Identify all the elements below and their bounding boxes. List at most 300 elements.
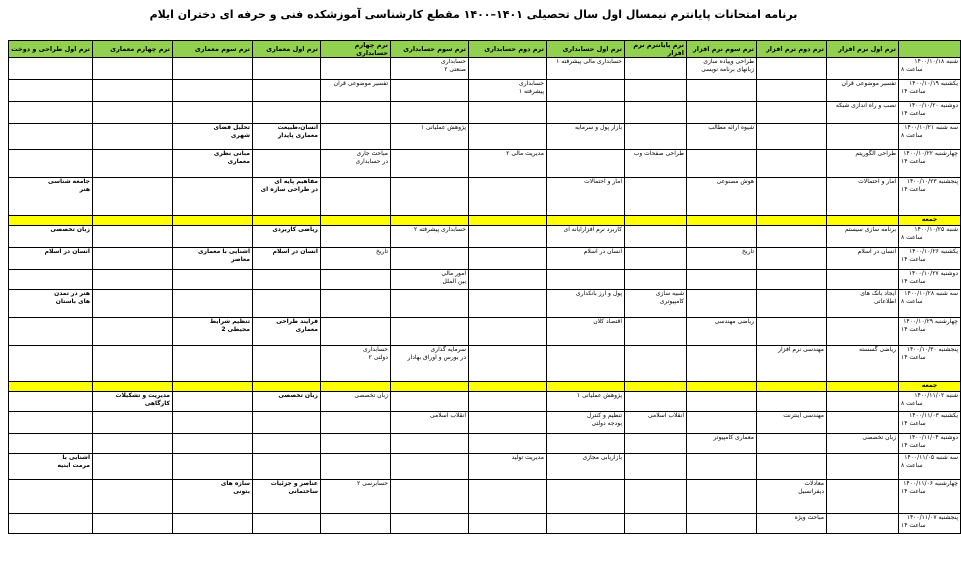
friday-cell xyxy=(757,216,827,226)
course-name: دیفرانسیل xyxy=(798,488,824,495)
course-cell xyxy=(321,80,391,102)
course-name: آمار و احتمالات xyxy=(584,178,622,185)
course-cell xyxy=(9,150,93,178)
course-name: انسان در اسلام xyxy=(857,248,896,255)
course-cell xyxy=(321,454,391,480)
course-name: شهری xyxy=(230,132,250,139)
page-title: برنامه امتحانات پایانترم نیمسال اول سال تحصیلی ۱۴۰۱–۱۴۰۰ مقطع کارشناسی آموزشکده فنی و حرفه ای دختران ایلام xyxy=(149,8,798,21)
column-header: ترم اول نرم افزار xyxy=(827,41,899,58)
friday-cell xyxy=(827,216,899,226)
course-name: حسابداری xyxy=(519,80,544,87)
course-cell xyxy=(93,226,173,248)
friday-row xyxy=(9,216,961,226)
course-cell xyxy=(547,58,625,80)
course-name: بازاریابی مجازی xyxy=(582,454,622,461)
course-cell xyxy=(827,248,899,270)
exam-date: شنبه ۱۴۰۰/۱۰/۱۸ xyxy=(914,58,958,65)
column-header: ترم چهارم معماری xyxy=(93,41,173,58)
course-cell xyxy=(687,270,757,290)
course-name: معادلات xyxy=(804,480,824,487)
course-cell xyxy=(469,248,547,270)
course-name: مفاهیم پایه ای xyxy=(274,178,318,185)
exam-time: ساعت ۸ xyxy=(901,462,923,469)
course-cell xyxy=(93,270,173,290)
date-cell xyxy=(899,412,961,434)
course-name: پژوهش عملیاتی ۱ xyxy=(420,124,466,131)
exam-date: پنجشنبه ۱۴۰۰/۱۰/۲۳ xyxy=(906,178,958,185)
course-cell xyxy=(757,178,827,216)
course-cell xyxy=(173,454,253,480)
course-cell xyxy=(757,346,827,382)
table-row xyxy=(9,124,961,150)
table-row xyxy=(9,150,961,178)
course-cell xyxy=(391,58,469,80)
course-cell xyxy=(547,434,625,454)
course-cell xyxy=(687,392,757,412)
course-cell xyxy=(625,80,687,102)
course-cell xyxy=(469,150,547,178)
course-name: صنعتی ۲ xyxy=(444,66,466,73)
course-cell xyxy=(173,226,253,248)
course-cell xyxy=(391,248,469,270)
course-cell xyxy=(625,454,687,480)
column-header: ترم سوم حسابداری xyxy=(391,41,469,58)
course-name: تفسیر موضوعی قرآن xyxy=(333,80,388,87)
course-name: حسابداری مالی پیشرفته ۱ xyxy=(556,58,622,65)
exam-date: چهارشنبه ۱۴۰۰/۱۰/۲۲ xyxy=(903,150,958,157)
course-cell xyxy=(547,392,625,412)
course-cell xyxy=(757,248,827,270)
table-row xyxy=(9,318,961,346)
course-cell xyxy=(687,102,757,124)
date-cell xyxy=(899,514,961,534)
course-cell xyxy=(321,226,391,248)
course-cell xyxy=(547,318,625,346)
course-name: معماری پایدار xyxy=(277,132,318,139)
table-row xyxy=(9,480,961,514)
exam-time: ساعت ۱۴ xyxy=(901,110,926,117)
course-cell xyxy=(93,290,173,318)
course-cell xyxy=(547,412,625,434)
exam-time: ساعت ۱۴ xyxy=(901,522,926,529)
course-name: زبانهای برنامه نویسی xyxy=(701,66,754,73)
exam-date: یکشنبه ۱۴۰۰/۱۰/۱۹ xyxy=(909,80,958,87)
course-name: مرمت ابنیه xyxy=(57,462,90,469)
course-name: امور مالی xyxy=(441,270,466,277)
course-cell xyxy=(469,80,547,102)
course-cell xyxy=(391,514,469,534)
course-cell xyxy=(547,248,625,270)
course-cell xyxy=(321,434,391,454)
exam-date: یکشنبه ۱۴۰۰/۱۰/۲۶ xyxy=(909,248,958,255)
course-cell xyxy=(827,124,899,150)
table-row xyxy=(9,434,961,454)
course-name: زبان تخصصی xyxy=(354,392,388,399)
course-cell xyxy=(547,150,625,178)
course-name: بتونی xyxy=(233,488,250,495)
course-cell xyxy=(827,318,899,346)
course-cell xyxy=(321,124,391,150)
course-name: برنامه سازی سیستم xyxy=(844,226,896,233)
course-cell xyxy=(93,412,173,434)
course-cell xyxy=(93,392,173,412)
course-cell xyxy=(253,290,321,318)
date-cell xyxy=(899,248,961,270)
course-name: ایجاد بانک های xyxy=(860,290,896,297)
course-name: بین الملل xyxy=(442,278,466,285)
course-cell xyxy=(253,412,321,434)
course-name: تنظیم و کنترل xyxy=(586,412,622,419)
exam-date: چهارشنبه ۱۴۰۰/۱۱/۰۶ xyxy=(903,480,958,487)
course-cell xyxy=(9,392,93,412)
course-cell xyxy=(253,270,321,290)
exam-time: ساعت ۱۴ xyxy=(901,488,926,495)
course-cell xyxy=(827,346,899,382)
course-cell xyxy=(173,290,253,318)
course-cell xyxy=(391,290,469,318)
course-name: اطلاعاتی xyxy=(873,298,896,305)
friday-cell xyxy=(687,382,757,392)
course-cell xyxy=(625,150,687,178)
course-name: انسان،طبیعت xyxy=(277,124,318,131)
course-cell xyxy=(687,124,757,150)
course-cell xyxy=(9,178,93,216)
course-cell xyxy=(321,514,391,534)
course-cell xyxy=(321,480,391,514)
course-cell xyxy=(625,102,687,124)
course-cell xyxy=(253,178,321,216)
course-cell xyxy=(253,102,321,124)
exam-date: سه شنبه ۱۴۰۰/۱۰/۲۸ xyxy=(904,290,958,297)
course-name: های باستان xyxy=(55,298,90,305)
friday-cell xyxy=(827,382,899,392)
course-cell xyxy=(757,412,827,434)
friday-label: جمعه xyxy=(899,216,961,226)
course-cell xyxy=(469,102,547,124)
course-cell xyxy=(625,58,687,80)
course-cell xyxy=(547,454,625,480)
course-cell xyxy=(757,102,827,124)
course-cell xyxy=(625,412,687,434)
exam-date: پنجشنبه ۱۴۰۰/۱۱/۰۷ xyxy=(906,514,958,521)
table-row xyxy=(9,248,961,270)
exam-date: شنبه ۱۴۰۰/۱۱/۰۲ xyxy=(914,392,958,399)
course-cell xyxy=(547,270,625,290)
course-cell xyxy=(253,434,321,454)
course-cell xyxy=(827,290,899,318)
friday-row xyxy=(9,382,961,392)
course-name: آشنایی با xyxy=(62,454,90,461)
course-name: معماری xyxy=(227,158,250,165)
course-cell xyxy=(469,178,547,216)
exam-date: پنجشنبه ۱۴۰۰/۱۰/۳۰ xyxy=(906,346,958,353)
course-cell xyxy=(93,480,173,514)
course-cell xyxy=(253,226,321,248)
course-cell xyxy=(9,102,93,124)
course-name: مدیریت مالی ۲ xyxy=(506,150,544,157)
exam-time: ساعت ۱۴ xyxy=(901,442,926,449)
friday-cell xyxy=(93,382,173,392)
header-row xyxy=(9,41,961,58)
friday-label: جمعه xyxy=(899,382,961,392)
table-row xyxy=(9,270,961,290)
column-header: ترم سوم معماری xyxy=(173,41,253,58)
course-cell xyxy=(93,102,173,124)
course-cell xyxy=(173,392,253,412)
date-cell xyxy=(899,454,961,480)
column-header: ترم پایانترم نرم افزار xyxy=(625,41,687,58)
course-cell xyxy=(469,514,547,534)
course-cell xyxy=(827,412,899,434)
friday-cell xyxy=(253,382,321,392)
exam-time: ساعت ۱۴ xyxy=(901,256,926,263)
course-name: انقلاب اسلامی xyxy=(648,412,684,419)
column-header: ترم اول حسابداری xyxy=(547,41,625,58)
course-name: اقتصاد کلان xyxy=(593,318,622,325)
course-cell xyxy=(687,480,757,514)
course-cell xyxy=(253,392,321,412)
friday-cell xyxy=(321,382,391,392)
exam-time: ساعت ۸ xyxy=(901,66,923,73)
course-cell xyxy=(547,514,625,534)
course-name: حسابداری xyxy=(363,346,388,353)
course-name: شبیه سازی xyxy=(655,290,684,297)
course-cell xyxy=(625,290,687,318)
course-cell xyxy=(827,102,899,124)
course-cell xyxy=(687,346,757,382)
course-cell xyxy=(687,248,757,270)
date-cell xyxy=(899,290,961,318)
date-cell xyxy=(899,178,961,216)
course-cell xyxy=(757,80,827,102)
course-cell xyxy=(93,58,173,80)
course-cell xyxy=(93,178,173,216)
course-cell xyxy=(9,124,93,150)
friday-cell xyxy=(93,216,173,226)
course-cell xyxy=(9,454,93,480)
course-cell xyxy=(469,290,547,318)
course-cell xyxy=(391,150,469,178)
course-name: طراحی الگوریتم xyxy=(855,150,896,157)
course-name: مهندسی اینترنت xyxy=(783,412,824,419)
course-cell xyxy=(469,346,547,382)
course-name: مباحث جاری xyxy=(356,150,388,157)
column-header: ترم دوم نرم افزار xyxy=(757,41,827,58)
course-cell xyxy=(391,434,469,454)
course-cell xyxy=(687,150,757,178)
course-cell xyxy=(173,124,253,150)
course-cell xyxy=(687,226,757,248)
course-cell xyxy=(173,434,253,454)
exam-date: سه شنبه ۱۴۰۰/۱۰/۲۱ xyxy=(904,124,958,131)
course-cell xyxy=(469,454,547,480)
course-name: فرایند طراحی xyxy=(276,318,318,325)
course-cell xyxy=(9,80,93,102)
course-name: مهندسی نرم افزار xyxy=(778,346,824,353)
exam-time: ساعت ۱۴ xyxy=(901,420,926,427)
course-name: تاریخ xyxy=(376,248,388,255)
course-cell xyxy=(173,480,253,514)
date-cell xyxy=(899,318,961,346)
course-cell xyxy=(391,124,469,150)
course-cell xyxy=(93,80,173,102)
friday-cell xyxy=(469,216,547,226)
table-row xyxy=(9,290,961,318)
course-name: کارگاهی xyxy=(144,400,170,407)
course-cell xyxy=(827,434,899,454)
schedule-table xyxy=(8,40,961,534)
course-cell xyxy=(757,290,827,318)
course-name: مباحث ویژه xyxy=(794,514,824,521)
course-name: انسان در اسلام xyxy=(583,248,622,255)
course-cell xyxy=(321,412,391,434)
course-name: تنظیم شرایط xyxy=(209,318,250,325)
course-cell xyxy=(827,480,899,514)
table-row xyxy=(9,58,961,80)
table-row xyxy=(9,346,961,382)
course-cell xyxy=(687,58,757,80)
exam-date: یکشنبه ۱۴۰۰/۱۱/۰۳ xyxy=(909,412,958,419)
course-name: ریاضی گسسته xyxy=(859,346,896,353)
course-name: تحلیل فضای xyxy=(213,124,250,131)
course-name: کامپیوتری xyxy=(659,298,684,305)
course-name: زبان تخصصی xyxy=(862,434,896,441)
course-name: پیشرفته ۱ xyxy=(518,88,544,95)
course-cell xyxy=(757,124,827,150)
course-cell xyxy=(173,248,253,270)
course-cell xyxy=(321,102,391,124)
column-header: ترم سوم نرم افزار xyxy=(687,41,757,58)
course-cell xyxy=(173,150,253,178)
course-cell xyxy=(93,514,173,534)
course-cell xyxy=(321,178,391,216)
course-cell xyxy=(391,480,469,514)
course-cell xyxy=(253,318,321,346)
course-cell xyxy=(827,58,899,80)
date-cell xyxy=(899,480,961,514)
course-cell xyxy=(547,178,625,216)
course-name: هنر در تمدن xyxy=(54,290,90,297)
course-name: طراحی وپیاده سازی xyxy=(703,58,754,65)
course-name: عناصر و جزئیات xyxy=(270,480,318,487)
exam-date: چهارشنبه ۱۴۰۰/۱۰/۲۹ xyxy=(903,318,958,325)
course-cell xyxy=(687,290,757,318)
course-cell xyxy=(757,514,827,534)
date-cell xyxy=(899,434,961,454)
course-cell xyxy=(173,514,253,534)
column-header: ترم چهارم حسابداری xyxy=(321,41,391,58)
course-name: معماری کامپیوتر xyxy=(713,434,754,441)
course-name: حسابرسی ۲ xyxy=(356,480,388,487)
course-cell xyxy=(391,454,469,480)
friday-cell xyxy=(391,382,469,392)
course-cell xyxy=(253,346,321,382)
exam-date: سه شنبه ۱۴۰۰/۱۱/۰۵ xyxy=(904,454,958,461)
course-cell xyxy=(9,248,93,270)
course-name: محیطی 2 xyxy=(221,326,250,333)
course-cell xyxy=(9,58,93,80)
course-cell xyxy=(391,102,469,124)
course-cell xyxy=(469,270,547,290)
course-cell xyxy=(173,80,253,102)
course-cell xyxy=(687,178,757,216)
course-cell xyxy=(391,318,469,346)
course-cell xyxy=(253,150,321,178)
course-cell xyxy=(625,392,687,412)
table-row xyxy=(9,178,961,216)
course-cell xyxy=(827,270,899,290)
course-cell xyxy=(547,226,625,248)
course-cell xyxy=(757,270,827,290)
course-cell xyxy=(469,226,547,248)
course-cell xyxy=(757,226,827,248)
exam-time: ساعت ۱۴ xyxy=(901,278,926,285)
course-cell xyxy=(469,480,547,514)
course-cell xyxy=(687,318,757,346)
course-name: آشنایی با معماری xyxy=(198,248,250,255)
course-name: معماری xyxy=(295,326,318,333)
course-cell xyxy=(9,346,93,382)
exam-date: دوشنبه ۱۴۰۰/۱۰/۲۷ xyxy=(908,270,958,277)
course-name: تاریخ xyxy=(742,248,754,255)
friday-cell xyxy=(547,216,625,226)
course-cell xyxy=(321,58,391,80)
course-cell xyxy=(625,318,687,346)
exam-time: ساعت ۱۴ xyxy=(901,326,926,333)
course-cell xyxy=(321,346,391,382)
exam-time: ساعت ۸ xyxy=(901,400,923,407)
course-name: آمار و احتمالات xyxy=(858,178,896,185)
course-cell xyxy=(757,454,827,480)
course-cell xyxy=(321,150,391,178)
course-cell xyxy=(253,248,321,270)
date-cell xyxy=(899,80,961,102)
course-cell xyxy=(469,124,547,150)
course-cell xyxy=(625,346,687,382)
course-cell xyxy=(757,150,827,178)
course-cell xyxy=(391,346,469,382)
exam-date: شنبه ۱۴۰۰/۱۰/۲۵ xyxy=(914,226,958,233)
table-row xyxy=(9,454,961,480)
course-cell xyxy=(9,480,93,514)
friday-cell xyxy=(321,216,391,226)
course-name: هوش مصنوعی xyxy=(716,178,754,185)
table-row xyxy=(9,226,961,248)
course-cell xyxy=(9,514,93,534)
date-cell xyxy=(899,226,961,248)
exam-date: دوشنبه ۱۴۰۰/۱۱/۰۴ xyxy=(908,434,958,441)
course-cell xyxy=(253,480,321,514)
friday-cell xyxy=(547,382,625,392)
course-cell xyxy=(93,454,173,480)
course-cell xyxy=(757,318,827,346)
course-cell xyxy=(391,226,469,248)
date-cell xyxy=(899,102,961,124)
course-cell xyxy=(469,392,547,412)
course-name: ریاضی کاربردی xyxy=(272,226,318,233)
date-cell xyxy=(899,150,961,178)
exam-time: ساعت ۸ xyxy=(901,132,923,139)
course-name: زبان تخصصی xyxy=(278,392,318,399)
course-cell xyxy=(173,346,253,382)
course-cell xyxy=(625,248,687,270)
course-cell xyxy=(625,514,687,534)
friday-cell xyxy=(173,382,253,392)
exam-time: ساعت ۸ xyxy=(901,298,923,305)
table-row xyxy=(9,80,961,102)
course-cell xyxy=(93,434,173,454)
course-cell xyxy=(687,434,757,454)
